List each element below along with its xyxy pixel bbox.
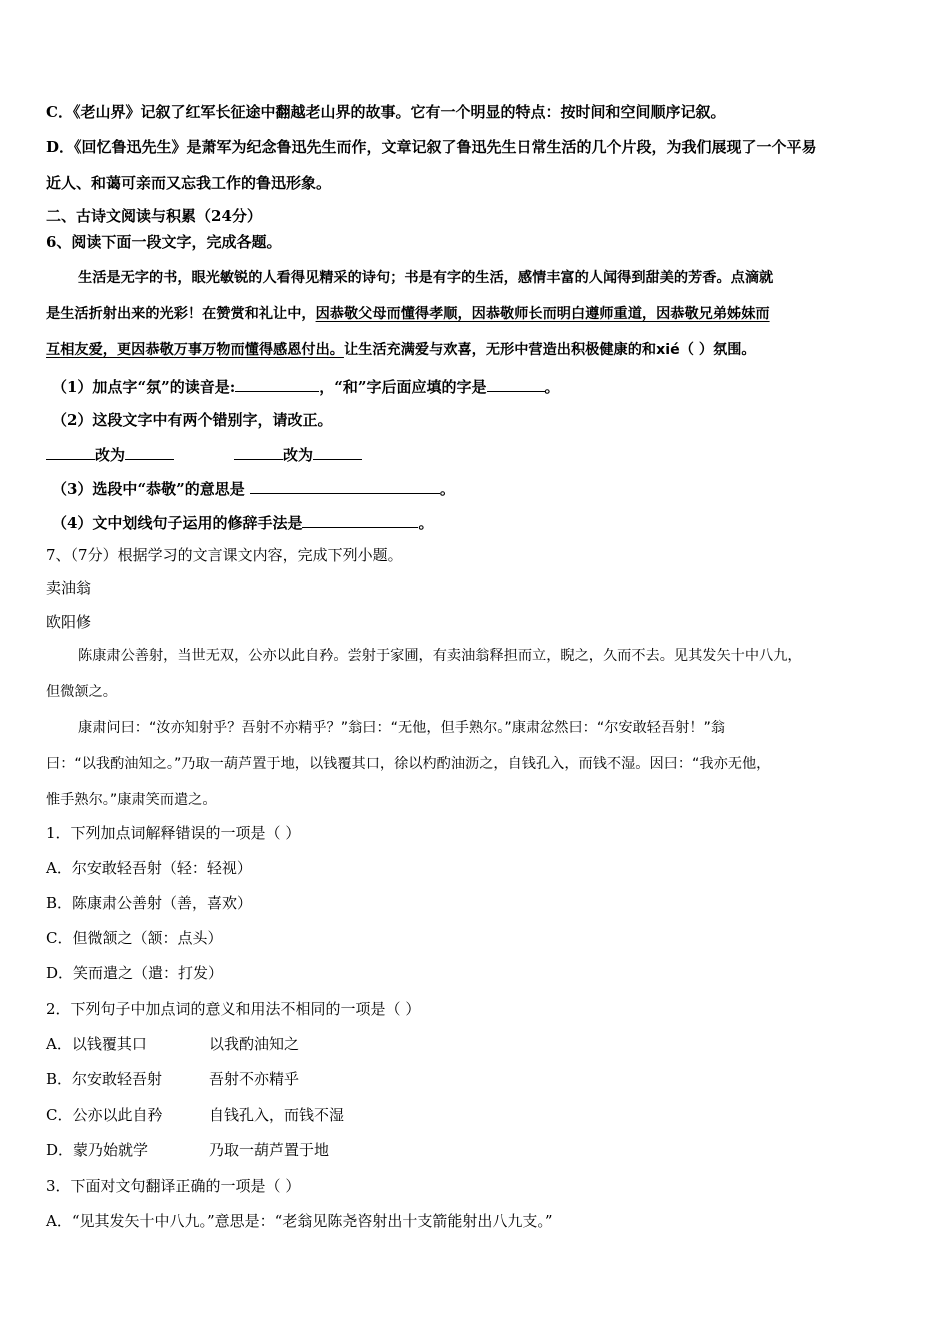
q7-sub2-option-d[interactable]: D．蒙乃始就学 [46, 1141, 149, 1159]
q7-sub2-option-a[interactable]: A．以钱覆其口 [46, 1035, 147, 1053]
q6-sub1-text2: ，“和”字后面应填的字是 [319, 378, 487, 396]
q6-sub4 [52, 512, 433, 533]
q6-passage-line2 [46, 304, 770, 324]
q6-sub1 [52, 376, 560, 397]
q7-passage-p1-line2: 但微颔之。 [46, 684, 117, 700]
q7-sub2-option-a-pair: 以我酌油知之 [209, 1035, 300, 1053]
prev-option-c: C．《老山界》记叙了红军长征途中翻越老山界的故事。它有一个明显的特点：按时间和空间顺序记叙。 [46, 103, 726, 121]
q6-sub4-blank[interactable] [302, 512, 418, 528]
prev-option-d-line2: 近人、和蔼可亲而又忘我工作的鲁迅形象。 [46, 174, 332, 192]
question-7-stem: 7、（7分）根据学习的文言课文内容，完成下列小题。 [46, 546, 403, 564]
q6-sub3-text: （3）选段中“恭敬”的意思是 [52, 480, 250, 498]
q6-sub2-gai1: 改为 [95, 446, 126, 464]
q7-sub2-option-d-pair: 乃取一葫芦置于地 [209, 1141, 330, 1159]
q6-sub1-blank2[interactable] [487, 376, 545, 392]
q6-passage-line1: 生活是无字的书，眼光敏锐的人看得见精采的诗句；书是有字的生活，感情丰富的人闻得到甜美的芳香。点滴就 [78, 270, 774, 286]
q6-sub1-blank1[interactable] [235, 376, 319, 392]
q6-sub2-blank4[interactable] [313, 444, 362, 460]
q7-sub2-option-c-pair: 自钱孔入，而钱不湿 [209, 1106, 345, 1124]
q7-passage-p1-line1: 陈康肃公善射，当世无双，公亦以此自矜。尝射于家圃，有卖油翁释担而立，睨之，久而不去。见其发矢十中八九， [78, 648, 802, 664]
q7-sub2-option-c[interactable]: C．公亦以此自矜 [46, 1106, 163, 1124]
q7-passage-p2-line2: 曰：“以我酌油知之。”乃取一葫芦置于地，以钱覆其口，徐以杓酌油沥之，自钱孔入，而钱不湿。因曰：“我亦无他， [46, 756, 771, 772]
q7-sub2-stem: 2．下列句子中加点词的意义和用法不相同的一项是（ ） [46, 1000, 421, 1018]
q7-sub1-option-c[interactable]: C．但微颔之（颔：点头） [46, 929, 223, 947]
q6-sub2-answer-row [46, 444, 362, 465]
q6-sub2-blank3[interactable] [234, 444, 283, 460]
q6-passage-text: 是生活折射出来的光彩！在赞赏和礼让中， [46, 306, 316, 322]
q7-sub3-stem: 3．下面对文句翻译正确的一项是（ ） [46, 1177, 301, 1195]
q6-underlined-sentence: 因恭敬父母而懂得孝顺，因恭敬师长而明白遵师重道，因恭敬兄弟姊妹而 [315, 306, 770, 322]
q6-sub1-text: （1）加点字“氛”的读音是: [52, 378, 236, 396]
q7-sub1-option-d[interactable]: D．笑而遣之（遣：打发） [46, 964, 224, 982]
q7-sub3-option-a[interactable]: A．“见其发矢十中八九。”意思是：“老翁见陈尧咨射出十支箭能射出八九支。” [46, 1212, 553, 1230]
q6-sub2: （2）这段文字中有两个错别字，请改正。 [52, 411, 333, 429]
q7-text-title: 卖油翁 [46, 579, 92, 597]
q7-sub1-stem: 1．下列加点词解释错误的一项是（ ） [46, 824, 301, 842]
question-6-stem: 6、阅读下面一段文字，完成各题。 [46, 233, 282, 251]
q6-sub3 [52, 478, 455, 499]
q7-sub2-option-b-pair: 吾射不亦精乎 [209, 1070, 300, 1088]
q6-sub3-period: 。 [439, 480, 455, 498]
q6-sub4-period: 。 [418, 514, 434, 532]
q6-sub2-gai2: 改为 [283, 446, 314, 464]
q6-passage-line3 [46, 340, 756, 360]
q6-sub3-blank[interactable] [250, 478, 440, 494]
q7-passage-p2-line1: 康肃问曰：“汝亦知射乎？吾射不亦精乎？”翁曰：“无他，但手熟尔。”康肃忿然曰：“尔安敢轻吾射！”翁 [78, 720, 726, 736]
q6-sub2-blank2[interactable] [125, 444, 174, 460]
q6-sub2-blank1[interactable] [46, 444, 95, 460]
q7-text-author: 欧阳修 [46, 613, 92, 631]
q6-sub4-text: （4）文中划线句子运用的修辞手法是 [52, 514, 303, 532]
q7-sub2-option-b[interactable]: B．尔安敢轻吾射 [46, 1070, 163, 1088]
q7-passage-p2-line3: 惟手熟尔。”康肃笑而遣之。 [46, 792, 217, 808]
q6-sub1-period: 。 [544, 378, 560, 396]
q7-sub1-option-b[interactable]: B．陈康肃公善射（善，喜欢） [46, 894, 253, 912]
q7-sub1-option-a[interactable]: A．尔安敢轻吾射（轻：轻视） [46, 859, 252, 877]
q6-underlined-sentence-end: 互相友爱，更因恭敬万事万物而懂得感恩付出。 [46, 342, 344, 358]
q6-passage-text-end: 让生活充满爱与欢喜，无形中营造出积极健康的和xié（ ）氛围。 [343, 342, 756, 358]
section-heading: 二、古诗文阅读与积累（24分） [46, 207, 262, 225]
prev-option-d-line1: D．《回忆鲁迅先生》是萧军为纪念鲁迅先生而作，文章记叙了鲁迅先生日常生活的几个片段，为我们展现了一个平易 [46, 138, 817, 156]
